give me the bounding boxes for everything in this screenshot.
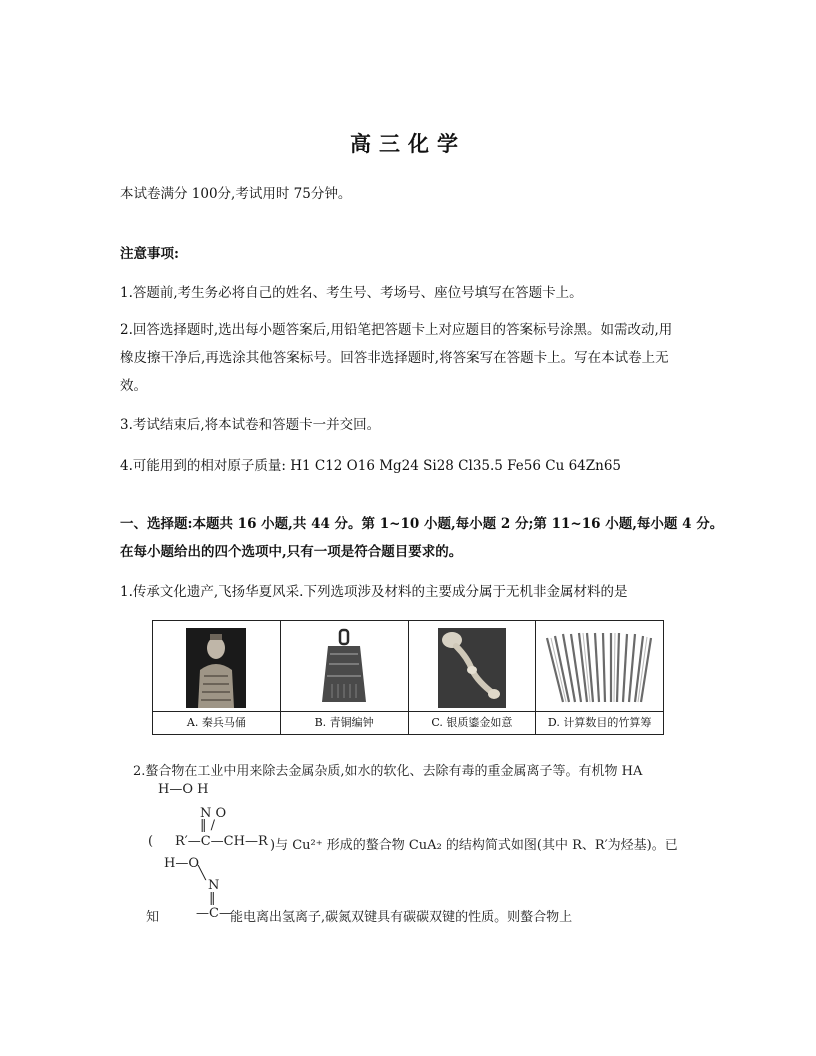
formula-1-open-paren: (	[148, 834, 154, 849]
silver-ruyi-image	[438, 628, 506, 708]
question-2-know-label: 知	[146, 910, 160, 925]
option-c-cell	[409, 621, 537, 734]
option-a-caption: A. 秦兵马俑	[153, 711, 280, 734]
option-d-cell	[536, 621, 663, 734]
section-heading-line-2: 在每小题给出的四个选项中,只有一项是符合题目要求的。	[120, 544, 463, 560]
terracotta-warrior-image	[186, 628, 246, 708]
option-b-cell	[281, 621, 409, 734]
formula-1-top: H—O H	[158, 782, 209, 797]
question-2-middle-text: )与 Cu²⁺ 形成的螯合物 CuA₂ 的结构简式如图(其中 R、R′为烃基)。已	[270, 838, 678, 853]
intro-text: 本试卷满分 100分,考试用时 75分钟。	[120, 186, 352, 202]
option-a-cell	[153, 621, 281, 734]
notice-item-1: 1.答题前,考生务必将自己的姓名、考生号、考场号、座位号填写在答题卡上。	[120, 285, 583, 301]
notice-item-2-line-3: 效。	[120, 378, 147, 394]
notice-item-4: 4.可能用到的相对原子质量: H1 C12 O16 Mg24 Si28 Cl35.5 Fe56 Cu 64Zn65	[120, 458, 622, 474]
notice-item-3: 3.考试结束后,将本试卷和答题卡一并交回。	[120, 417, 381, 433]
notice-item-2-line-2: 橡皮擦干净后,再选涂其他答案标号。回答非选择题时,将答案写在答题卡上。写在本试卷上无	[120, 350, 669, 366]
formula-1-main-chain: R′—C—CH—R	[175, 834, 268, 849]
question-2-tail-text: 能电离出氢离子,碳氮双键具有碳碳双键的性质。则螯合物上	[230, 910, 573, 925]
option-d-caption: D. 计算数目的竹算筹	[536, 711, 663, 734]
question-1-stem: 1.传承文化遗产,飞扬华夏风采.下列选项涉及材料的主要成分属于无机非金属材料的是	[120, 584, 628, 600]
formula-2-bond: ╲	[198, 866, 206, 881]
page-title: 高三化学	[350, 131, 466, 156]
option-c-caption: C. 银质鎏金如意	[409, 711, 536, 734]
bronze-bell-image	[318, 628, 370, 708]
option-b-caption: B. 青铜编钟	[281, 711, 408, 734]
formula-2-main: —C—	[196, 906, 232, 921]
notice-item-2-line-1: 2.回答选择题时,选出每小题答案后,用铅笔把答题卡上对应题目的答案标号涂黑。如需改动,用	[120, 322, 673, 338]
question-2-line-1: 2.螯合物在工业中用来除去金属杂质,如水的软化、去除有毒的重金属离子等。有机物 HA	[133, 764, 643, 779]
bamboo-sticks-image	[541, 628, 659, 708]
formula-1-double-bond: ‖ /	[200, 818, 216, 833]
formula-1-n-o: N O	[200, 806, 227, 821]
section-heading-line-1: 一、选择题:本题共 16 小题,共 44 分。第 1~10 小题,每小题 2 分;第 11~16 小题,每小题 4 分。	[120, 516, 724, 532]
formula-2-n: N	[208, 878, 220, 893]
question-1-figure	[152, 620, 664, 735]
formula-2-top: H—O	[164, 856, 199, 871]
notice-heading: 注意事项:	[120, 246, 179, 262]
formula-2-double-bond: ‖	[209, 891, 216, 906]
